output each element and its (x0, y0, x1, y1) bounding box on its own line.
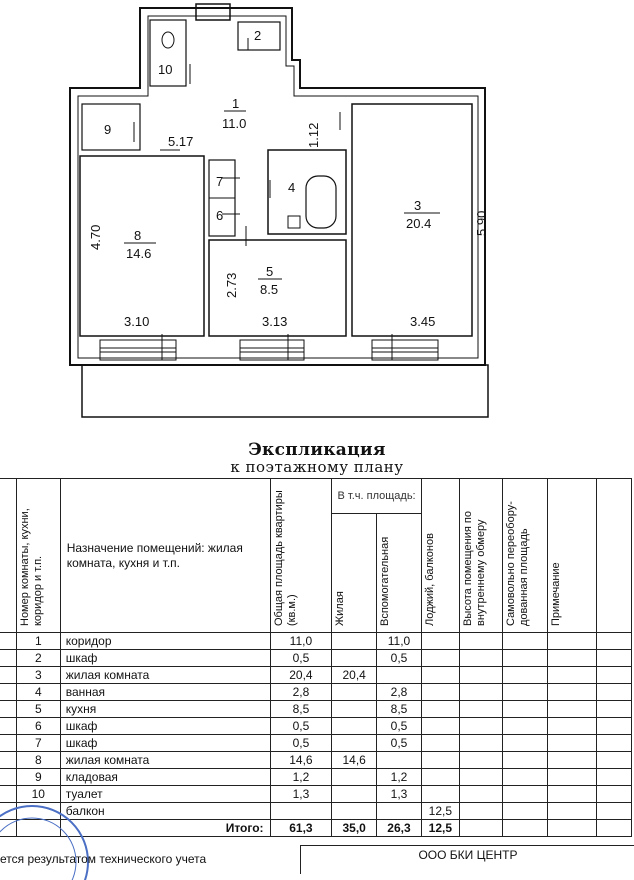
row-total: 0,5 (270, 718, 332, 735)
footer-org: ООО БКИ ЦЕНТР (300, 845, 634, 874)
row-name: коридор (60, 633, 270, 650)
header-loggia: Лоджий, балконов (421, 479, 459, 633)
row-living (332, 633, 377, 650)
room-10-id: 10 (158, 62, 173, 77)
row-total: 1,3 (270, 786, 332, 803)
row-height (459, 701, 502, 718)
row-note (547, 803, 597, 820)
row-aux: 1,3 (377, 786, 422, 803)
stub-col-right (597, 479, 632, 633)
room-8-id: 8 (134, 228, 142, 243)
row-total: 2,8 (270, 684, 332, 701)
row-total: 1,2 (270, 769, 332, 786)
row-unauth (502, 718, 547, 735)
stub-cell (597, 701, 632, 718)
table-row (0, 718, 632, 735)
row-living (332, 650, 377, 667)
header-total: Общая площадь квартиры (кв.м.) (270, 479, 332, 633)
row-height (459, 786, 502, 803)
row-aux (377, 667, 422, 684)
row-living (332, 769, 377, 786)
table-row (0, 667, 632, 684)
row-living (332, 701, 377, 718)
row-aux: 11,0 (377, 633, 422, 650)
row-number: 3 (16, 667, 60, 684)
stub-cell (597, 735, 632, 752)
stub-col-header (0, 479, 16, 633)
header-height: Высота помещения по внутреннему обмеру (459, 479, 502, 633)
row-total: 20,4 (270, 667, 332, 684)
header-note: Примечание (547, 479, 597, 633)
row-height (459, 650, 502, 667)
row-aux (377, 752, 422, 769)
stub-cell (597, 718, 632, 735)
row-note (547, 701, 597, 718)
bathtub (306, 176, 336, 228)
stamp-seal (0, 800, 100, 880)
dim-5-90: 5.90 (474, 210, 489, 236)
dim-3-13: 3.13 (262, 314, 288, 329)
sink (288, 216, 300, 228)
row-number: 5 (16, 701, 60, 718)
row-height (459, 803, 502, 820)
row-total: 8,5 (270, 701, 332, 718)
stub-cell (0, 752, 16, 769)
row-number: 2 (16, 650, 60, 667)
stub-cell (0, 769, 16, 786)
row-name: жилая комната (60, 667, 270, 684)
row-number: 8 (16, 752, 60, 769)
explication-title: Экспликация (248, 440, 386, 460)
stub-cell (0, 684, 16, 701)
row-loggia (421, 633, 459, 650)
row-name: балкон (60, 803, 270, 820)
dim-3-10: 3.10 (124, 314, 150, 329)
stub-cell (597, 650, 632, 667)
footer-note: ется результатом технического учета (0, 852, 207, 866)
row-note (547, 735, 597, 752)
row-note (547, 769, 597, 786)
row-loggia (421, 786, 459, 803)
row-unauth (502, 684, 547, 701)
row-total: 0,5 (270, 650, 332, 667)
room-4-id: 4 (288, 180, 296, 195)
row-note (547, 786, 597, 803)
row-living: 20,4 (332, 667, 377, 684)
row-unauth (502, 735, 547, 752)
row-number: 1 (16, 633, 60, 650)
room-1-area: 11.0 (222, 116, 247, 131)
row-number: 7 (16, 735, 60, 752)
row-unauth (502, 803, 547, 820)
row-living (332, 718, 377, 735)
row-unauth (502, 633, 547, 650)
row-total (270, 803, 332, 820)
row-unauth (502, 701, 547, 718)
row-name: ванная (60, 684, 270, 701)
stub-cell (597, 633, 632, 650)
inner-outline (78, 16, 478, 358)
row-aux: 0,5 (377, 735, 422, 752)
row-height (459, 684, 502, 701)
dim-4-70: 4.70 (88, 224, 103, 250)
table-row (0, 650, 632, 667)
header-unauth: Самовольно переобору- дованная площадь (502, 479, 547, 633)
dim-3-45: 3.45 (410, 314, 436, 329)
row-note (547, 650, 597, 667)
room-7-id: 7 (216, 174, 224, 189)
row-living: 14,6 (332, 752, 377, 769)
row-number: 4 (16, 684, 60, 701)
row-loggia (421, 684, 459, 701)
row-name: кухня (60, 701, 270, 718)
header-number: Номер комнаты, кухни, коридор и т.п. (16, 479, 60, 633)
table-row (0, 633, 632, 650)
row-living (332, 735, 377, 752)
stub-cell (597, 769, 632, 786)
explication-table (0, 478, 632, 837)
row-unauth (502, 667, 547, 684)
total-living: 35,0 (332, 820, 377, 837)
room-8-area: 14.6 (126, 246, 152, 261)
stub-cell (597, 667, 632, 684)
row-unauth (502, 752, 547, 769)
table-row (0, 735, 632, 752)
row-aux: 0,5 (377, 718, 422, 735)
room-9-id: 9 (104, 122, 112, 137)
row-note (547, 667, 597, 684)
row-loggia (421, 701, 459, 718)
room-3-id: 3 (414, 198, 422, 213)
stub-cell (0, 735, 16, 752)
stub-cell (0, 667, 16, 684)
row-aux: 8,5 (377, 701, 422, 718)
room-5-id: 5 (266, 264, 274, 279)
table-row (0, 684, 632, 701)
toilet-bowl (162, 32, 174, 48)
row-living (332, 803, 377, 820)
stub-cell (0, 633, 16, 650)
row-height (459, 667, 502, 684)
row-unauth (502, 769, 547, 786)
room-5-area: 8.5 (260, 282, 279, 297)
row-height (459, 735, 502, 752)
stub-cell (597, 684, 632, 701)
row-number: 10 (16, 786, 60, 803)
row-loggia: 12,5 (421, 803, 459, 820)
row-name: шкаф (60, 650, 270, 667)
stub-cell (0, 650, 16, 667)
row-note (547, 718, 597, 735)
row-height (459, 718, 502, 735)
total-label: Итого: (60, 820, 270, 837)
header-incl: В т.ч. площадь: (332, 479, 422, 514)
row-height (459, 752, 502, 769)
row-number: 9 (16, 769, 60, 786)
row-living (332, 684, 377, 701)
total-aux: 26,3 (377, 820, 422, 837)
row-name: туалет (60, 786, 270, 803)
stub-cell (597, 752, 632, 769)
windows (100, 340, 438, 360)
row-unauth (502, 786, 547, 803)
total-loggia: 12,5 (421, 820, 459, 837)
stub-cell (597, 803, 632, 820)
balcony (82, 365, 488, 417)
row-loggia (421, 735, 459, 752)
row-number: 6 (16, 718, 60, 735)
row-aux: 2,8 (377, 684, 422, 701)
row-note (547, 752, 597, 769)
outer-wall (70, 8, 485, 365)
header-aux: Вспомогательная (377, 514, 422, 633)
row-name: жилая комната (60, 752, 270, 769)
table-row (0, 701, 632, 718)
row-total: 14,6 (270, 752, 332, 769)
room-1-id: 1 (232, 96, 240, 111)
dim-2-73: 2.73 (224, 272, 239, 298)
table-row (0, 752, 632, 769)
row-name: шкаф (60, 718, 270, 735)
row-name: шкаф (60, 735, 270, 752)
row-aux (377, 803, 422, 820)
row-name: кладовая (60, 769, 270, 786)
row-unauth (502, 650, 547, 667)
row-height (459, 769, 502, 786)
row-total: 0,5 (270, 735, 332, 752)
room-6-id: 6 (216, 208, 224, 223)
row-note (547, 633, 597, 650)
row-aux: 0,5 (377, 650, 422, 667)
row-loggia (421, 752, 459, 769)
row-total: 11,0 (270, 633, 332, 650)
header-living: Жилая (332, 514, 377, 633)
row-loggia (421, 769, 459, 786)
dim-1-12: 1.12 (306, 122, 321, 148)
row-loggia (421, 650, 459, 667)
row-note (547, 684, 597, 701)
room-2-id: 2 (254, 28, 262, 43)
stub-cell (0, 701, 16, 718)
row-living (332, 786, 377, 803)
row-aux: 1,2 (377, 769, 422, 786)
stub-cell (597, 786, 632, 803)
explication-subtitle: к поэтажному плану (230, 458, 404, 476)
entrance (196, 4, 230, 20)
header-purpose: Назначение помещений: жилая комната, кухня и т.п. (60, 479, 270, 633)
total-total: 61,3 (270, 820, 332, 837)
stub-cell (0, 718, 16, 735)
dim-5-17: 5.17 (168, 134, 194, 149)
row-loggia (421, 667, 459, 684)
room-3-area: 20.4 (406, 216, 432, 231)
row-loggia (421, 718, 459, 735)
table-row (0, 769, 632, 786)
row-height (459, 633, 502, 650)
